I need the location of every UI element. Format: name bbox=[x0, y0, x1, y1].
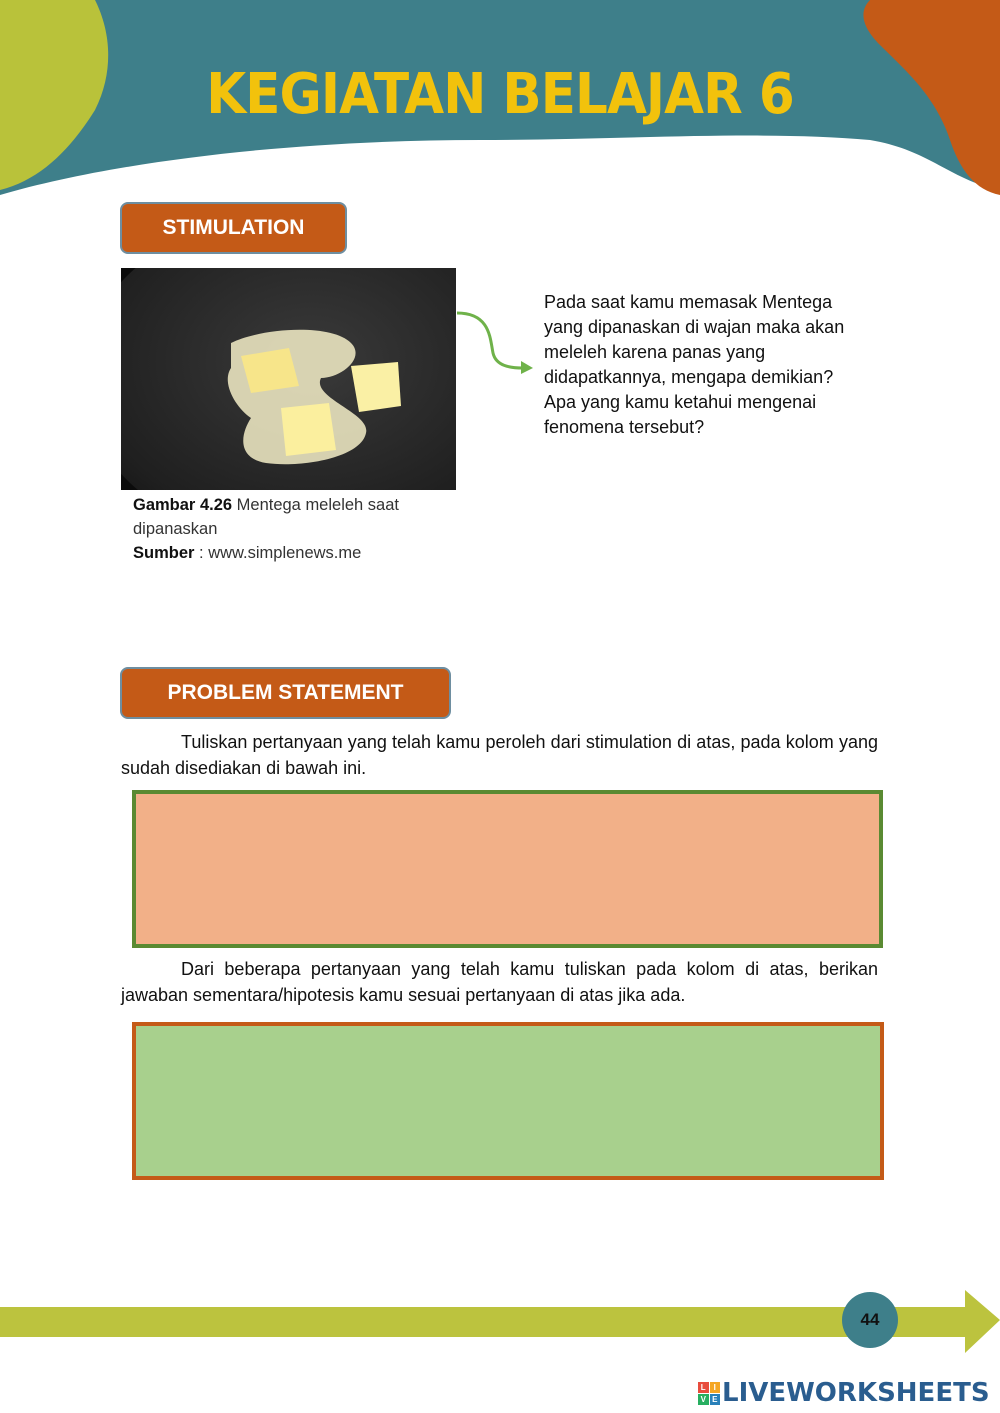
page-number: 44 bbox=[842, 1292, 898, 1348]
curved-arrow-icon bbox=[455, 308, 540, 378]
hypothesis-answer-box[interactable] bbox=[132, 1022, 884, 1180]
instruction-1: Tuliskan pertanyaan yang telah kamu peroleh dari stimulation di atas, pada kolom yang sudah disediakan di bawah ini. bbox=[121, 732, 878, 778]
problem-statement-label-text: PROBLEM STATEMENT bbox=[167, 681, 404, 704]
page-title: KEGIATAN BELAJAR 6 bbox=[206, 62, 794, 127]
instruction-2: Dari beberapa pertanyaan yang telah kamu tuliskan pada kolom di atas, berikan jawaban sementara/hipotesis kamu sesuai pertanyaan di atas jika ada. bbox=[121, 959, 878, 1005]
brand-icon: L I V E bbox=[698, 1382, 720, 1404]
figure-caption bbox=[133, 493, 453, 565]
problem-statement-label bbox=[120, 667, 451, 719]
butter-pan-photo bbox=[121, 268, 456, 490]
stimulation-text: Pada saat kamu memasak Mentega yang dipanaskan di wajan maka akan meleleh karena panas yang didapatkannya, mengapa demikian? Apa yang kamu ketahui mengenai fenomena tersebut? bbox=[544, 292, 845, 437]
source-label: Sumber bbox=[133, 544, 195, 562]
brand-name: LIVEWORKSHEETS bbox=[722, 1378, 990, 1408]
question-answer-box[interactable] bbox=[132, 790, 883, 948]
caption-text: Mentega meleleh saat dipanaskan bbox=[133, 496, 399, 538]
stimulation-label bbox=[120, 202, 347, 254]
caption-number: Gambar 4.26 bbox=[133, 496, 233, 514]
source-text: : www.simplenews.me bbox=[194, 544, 362, 562]
stimulation-label-text: STIMULATION bbox=[162, 216, 305, 239]
liveworksheets-logo bbox=[698, 1376, 990, 1410]
